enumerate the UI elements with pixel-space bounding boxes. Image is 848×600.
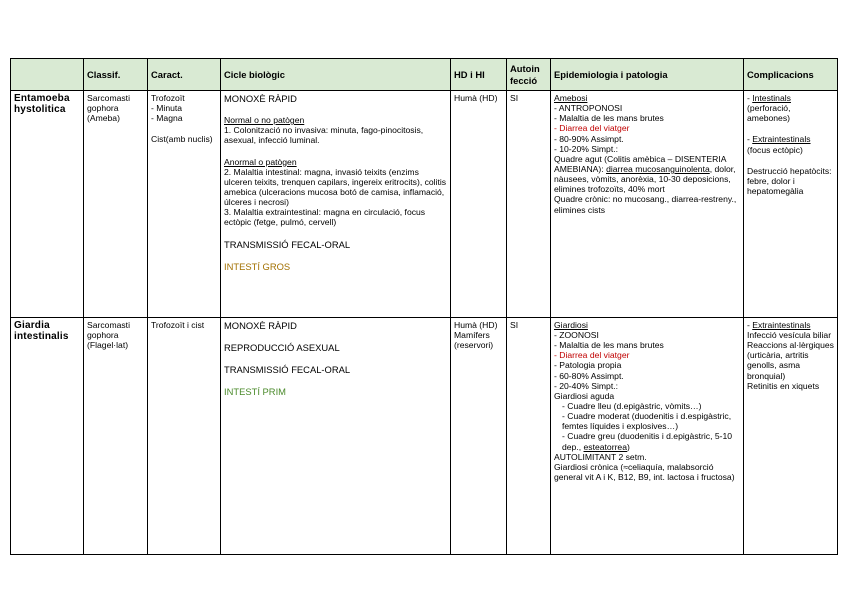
epid-line: - Cuadre moderat (duodenitis i d.espigàstric, femtes líquides i explosives…) xyxy=(562,411,732,432)
caract-line: Trofozoït i cist xyxy=(151,319,205,330)
autoinf-cell: SI xyxy=(507,317,551,554)
cycle-site: INTESTÍ GROS xyxy=(224,260,291,272)
cycle-step: 3. Malaltia extraintestinal: magna en circulació, focus ectòpic (fetge, pulmó, cervell) xyxy=(224,207,426,228)
compl-text: Destrucció hepatòcits: febre, dolor i hepatomegàlia xyxy=(747,165,832,196)
epid-line: - Malaltia de les mans brutes xyxy=(554,113,664,124)
epid-text: - Cuadre greu (duodenitis i d.epigàstric, 5-10 dep., xyxy=(562,431,733,452)
parasites-table xyxy=(10,58,838,555)
epid-severe xyxy=(554,431,740,451)
epid-line: Giardiosi crònica (≈celiaquía, malabsorció general vit A i K, B12, B9, int. lactosa i fructosa) xyxy=(554,461,735,483)
epid-line: - 80-90% Assimpt. xyxy=(554,133,624,144)
header-classif: Classif. xyxy=(84,59,148,91)
header-species xyxy=(11,59,84,91)
header-hd: HD i HI xyxy=(451,59,507,91)
epid-line: Quadre crònic: no mucosang., diarrea-restreny., elimines cists xyxy=(554,194,737,215)
species-cell xyxy=(11,91,84,318)
cycle-reproduction: REPRODUCCIÓ ASEXUAL xyxy=(224,342,340,353)
epid-line: - Diarrea del viatger xyxy=(554,123,630,134)
compl-cell xyxy=(744,91,838,318)
classif-cell: Sarcomasti gophora (Ameba) xyxy=(84,91,148,318)
caract-line: - Magna xyxy=(151,113,183,124)
epid-line: - Malaltia de les mans brutes xyxy=(554,340,664,351)
header-row xyxy=(11,59,838,91)
epid-line: Giardiosi aguda xyxy=(554,390,615,401)
epid-line: - 20-40% Simpt.: xyxy=(554,380,618,391)
cycle-site: INTESTÍ PRIM xyxy=(224,386,286,398)
compl-text: (focus ectòpic) xyxy=(747,144,803,155)
table-row-giardia xyxy=(11,317,838,554)
cycle-anormal-heading: Anormal o patògen xyxy=(224,156,297,167)
species-cell xyxy=(11,317,84,554)
caract-line: Trofozoït xyxy=(151,93,185,103)
autoinf-cell: SI xyxy=(507,91,551,318)
epid-text: esteatorrea xyxy=(583,441,627,452)
disease-name: Giardiosi xyxy=(554,319,588,330)
header-epid: Epidemiologia i patologia xyxy=(551,59,744,91)
epid-line: - ANTROPONOSI xyxy=(554,103,623,114)
epid-text: Quadre agut (Colitis amèbica – DISENTERIA AMEBIANA): xyxy=(554,153,726,174)
header-caract: Caract. xyxy=(148,59,221,91)
compl-item xyxy=(747,320,834,330)
cicle-cell xyxy=(221,317,451,554)
cycle-transmission: TRANSMISSIÓ FECAL-ORAL xyxy=(224,364,351,376)
epid-cell xyxy=(551,91,744,318)
table-row-entamoeba xyxy=(11,91,838,318)
compl-item xyxy=(747,134,834,144)
cycle-step: 1. Colonització no invasiva: minuta, fago-pinocitosis, asexual, infecció luminal. xyxy=(224,125,424,146)
epid-acute xyxy=(554,154,740,195)
caract-line: - Minuta xyxy=(151,103,183,114)
epid-text: , dolor, nàusees, vòmits, anorèxia, 10-30 deposicions, elimines trofozoïts, 40% mort xyxy=(554,163,736,195)
compl-text: (perforació, amebones) xyxy=(747,103,791,124)
cicle-cell xyxy=(221,91,451,318)
epid-line: - 10-20% Simpt.: xyxy=(554,143,618,154)
epid-line: - 60-80% Assimpt. xyxy=(554,370,624,381)
cycle-type: MONOXÈ RÀPID xyxy=(224,319,297,331)
species-name: Giardia intestinalis xyxy=(14,319,69,342)
epid-line: - ZOONOSI xyxy=(554,330,599,341)
compl-text: Intestinals xyxy=(752,93,791,103)
cycle-normal-heading: Normal o no patògen xyxy=(224,115,305,126)
compl-text: Infecció vesícula biliar xyxy=(747,330,832,341)
caract-cell xyxy=(148,317,221,554)
compl-text: Reaccions al·lèrgiques (urticària, artritis genolls, asma bronquial) xyxy=(747,340,834,381)
header-compl: Complicacions xyxy=(744,59,838,91)
cycle-transmission: TRANSMISSIÓ FECAL-ORAL xyxy=(224,238,351,250)
caract-cyst: Cist(amb nuclis) xyxy=(151,134,213,145)
epid-cell xyxy=(551,317,744,554)
hd-cell: Humà (HD) xyxy=(451,91,507,318)
compl-cell xyxy=(744,317,838,554)
cycle-type: MONOXÈ RÀPID xyxy=(224,93,297,104)
epid-line: - Patologia propia xyxy=(554,360,622,371)
header-autoinf: Autoin fecció xyxy=(507,59,551,91)
compl-text: Extraintestinals xyxy=(752,134,811,145)
species-name: Entamoeba hystolitica xyxy=(14,93,70,115)
disease-name: Amebosi xyxy=(554,93,588,103)
epid-line: AUTOLIMITANT 2 setm. xyxy=(554,451,647,462)
cycle-step: 2. Malaltia intestinal: magna, invasió teixits (enzims ulceren teixits, trenquen capilars, ingereix eritrocits), colitis amebica (ulceracions mucosa botó de camisa, inflamació, úlceres i necrosi) xyxy=(224,166,447,208)
epid-text: ) xyxy=(627,441,630,452)
epid-line: - Cuadre lleu (d.epigàstric, vòmits…) xyxy=(562,401,702,412)
compl-item xyxy=(747,93,834,103)
compl-text: - xyxy=(747,319,753,330)
compl-text: Retinitis en xiquets xyxy=(747,380,820,391)
hd-cell: Humà (HD) Mamífers (reservori) xyxy=(451,317,507,554)
header-cicle: Cicle biològic xyxy=(221,59,451,91)
caract-cell xyxy=(148,91,221,318)
compl-text: Extraintestinals xyxy=(752,319,811,330)
classif-cell: Sarcomasti gophora (Flagel·lat) xyxy=(84,317,148,554)
epid-text: diarrea mucosanguinolenta xyxy=(606,163,710,174)
epid-line: - Diarrea del viatger xyxy=(554,350,630,361)
compl-text: - xyxy=(747,93,753,103)
compl-text: - xyxy=(747,134,753,145)
